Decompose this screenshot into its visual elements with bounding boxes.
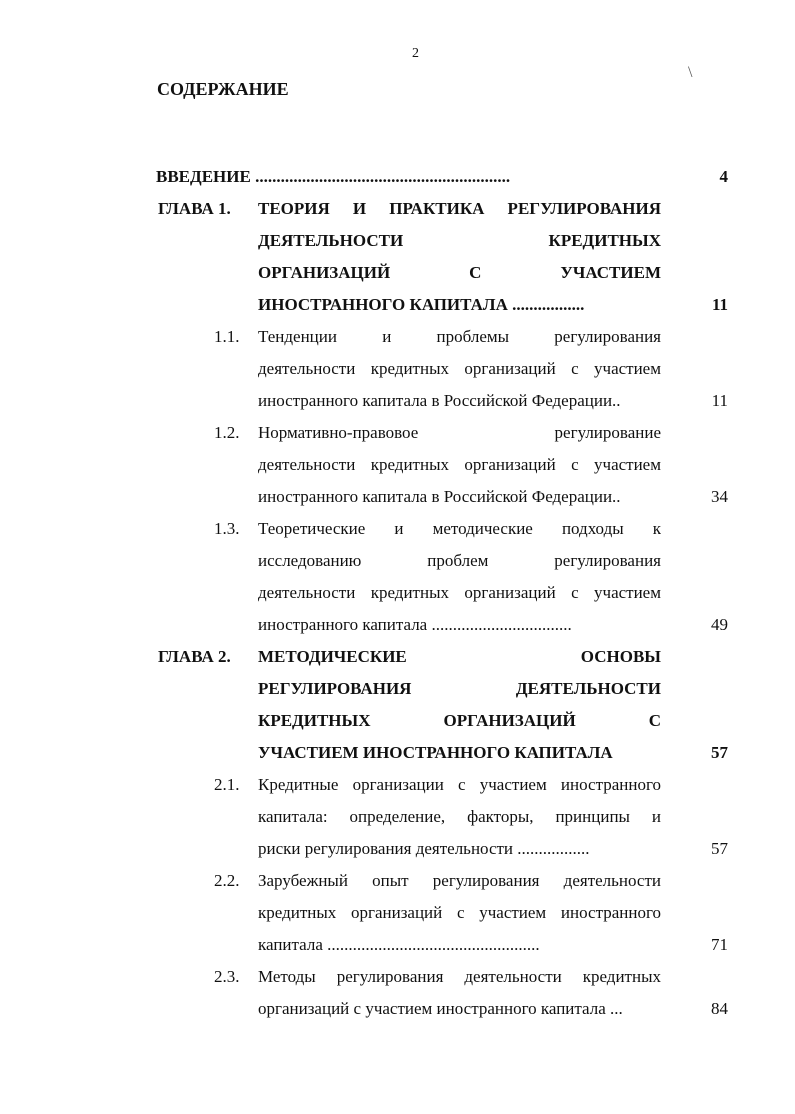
toc-entry-line: Теоретические и методические подходы к	[258, 519, 661, 538]
toc-entry-line: кредитных организаций с участием иностранного	[258, 903, 661, 922]
toc-entry-line: КРЕДИТНЫХ ОРГАНИЗАЦИЙ С	[258, 711, 661, 730]
scan-mark: \	[688, 64, 693, 81]
toc-entry-line: ТЕОРИЯ И ПРАКТИКА РЕГУЛИРОВАНИЯ	[258, 199, 661, 218]
toc-entry-line: деятельности кредитных организаций с участием	[258, 455, 661, 474]
toc-entry-page: 57	[711, 839, 728, 858]
toc-entry-page: 84	[711, 999, 728, 1018]
toc-entry-line: МЕТОДИЧЕСКИЕ ОСНОВЫ	[258, 647, 661, 666]
toc-entry-line: иностранного капитала в Российской Федерации..	[258, 391, 621, 410]
toc-entry-number: 2.2.	[214, 871, 240, 890]
page-number: 2	[412, 46, 419, 61]
toc-entry-number: 2.1.	[214, 775, 240, 794]
toc-entry-line: исследованию проблем регулирования	[258, 551, 661, 570]
toc-entry-number: ГЛАВА 1.	[158, 199, 231, 218]
toc-entry-line: риски регулирования деятельности .................	[258, 839, 590, 858]
toc-entry-line: Нормативно-правовое регулирование	[258, 423, 661, 442]
toc-entry-number: 2.3.	[214, 967, 240, 986]
toc-entry-number: 1.1.	[214, 327, 240, 346]
toc-entry-number: 1.2.	[214, 423, 240, 442]
toc-entry-page: 11	[711, 295, 728, 314]
toc-entry-page: 71	[711, 935, 728, 954]
toc-entry-number: 1.3.	[214, 519, 240, 538]
toc-entry-page: 57	[711, 743, 728, 762]
toc-entry-number: ГЛАВА 2.	[158, 647, 231, 666]
toc-entry-line: капитала ..................................................	[258, 935, 540, 954]
toc-entry-line: ИНОСТРАННОГО КАПИТАЛА .................	[258, 295, 585, 314]
toc-entry-page: 34	[711, 487, 728, 506]
toc-entry-line: Кредитные организации с участием иностранного	[258, 775, 661, 794]
toc-entry-line: Методы регулирования деятельности кредитных	[258, 967, 661, 986]
toc-entry-line: ОРГАНИЗАЦИЙ С УЧАСТИЕМ	[258, 263, 661, 282]
toc-entry-line: Зарубежный опыт регулирования деятельности	[258, 871, 661, 890]
toc-entry-line: ДЕЯТЕЛЬНОСТИ КРЕДИТНЫХ	[258, 231, 661, 250]
toc-entry-line: иностранного капитала в Российской Федерации..	[258, 487, 621, 506]
toc-entry-line: УЧАСТИЕМ ИНОСТРАННОГО КАПИТАЛА	[258, 743, 613, 762]
toc-entry-line: деятельности кредитных организаций с участием	[258, 583, 661, 602]
toc-entry-line: РЕГУЛИРОВАНИЯ ДЕЯТЕЛЬНОСТИ	[258, 679, 661, 698]
toc-entry-line: ВВЕДЕНИЕ ............................................................	[156, 167, 511, 186]
toc-entry-page: 11	[711, 391, 728, 410]
contents-title: СОДЕРЖАНИЕ	[157, 79, 289, 99]
toc-entry-line: Тенденции и проблемы регулирования	[258, 327, 661, 346]
toc-entry-line: организаций с участием иностранного капитала ...	[258, 999, 623, 1018]
toc-entry-line: капитала: определение, факторы, принципы и	[258, 807, 661, 826]
toc-entry-page: 49	[711, 615, 728, 634]
toc-entry-line: иностранного капитала .................................	[258, 615, 572, 634]
toc-entry-line: деятельности кредитных организаций с участием	[258, 359, 661, 378]
toc-entry-page: 4	[719, 167, 728, 186]
